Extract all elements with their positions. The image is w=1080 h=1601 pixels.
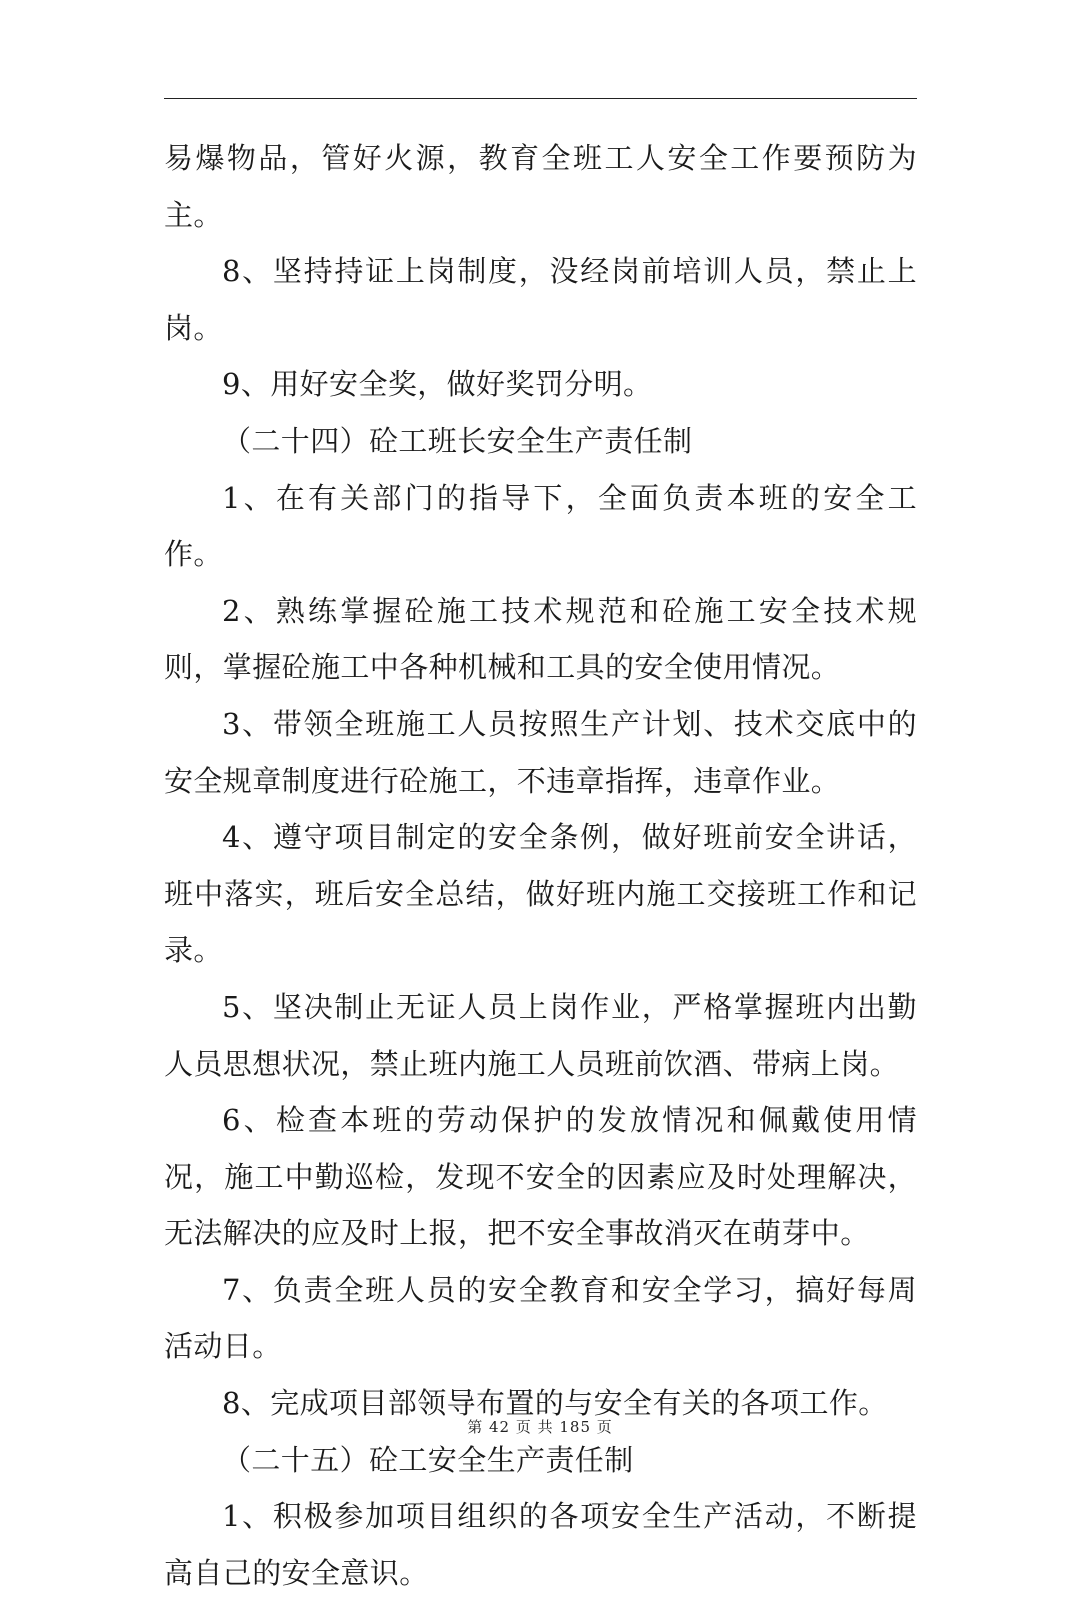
document-body [164,130,917,1601]
page-number-footer: 第 42 页 共 185 页 [467,1418,613,1436]
paragraph-continuation: 易爆物品，管好火源，教育全班工人安全工作要预防为主。 [164,141,917,232]
paragraph-item-2: 2、熟练掌握砼施工技术规范和砼施工安全技术规则，掌握砼施工中各种机械和工具的安全使用情况。 [164,593,917,685]
paragraph-item-1: 1、在有关部门的指导下，全面负责本班的安全工作。 [164,480,917,572]
section-heading-24: （二十四）砼工班长安全生产责任制 [222,423,693,458]
section-heading-25: （二十五）砼工安全生产责任制 [222,1442,634,1477]
paragraph-item-4: 4、遵守项目制定的安全条例，做好班前安全讲话，班中落实，班后安全总结，做好班内施工交接班工作和记录。 [164,820,917,968]
paragraph-item-6: 6、检查本班的劳动保护的发放情况和佩戴使用情况，施工中勤巡检，发现不安全的因素应及时处理解决，无法解决的应及时上报，把不安全事故消灭在萌芽中。 [164,1103,917,1251]
header-rule [164,98,917,99]
paragraph-item-8: 8、坚持持证上岗制度，没经岗前培训人员，禁止上岗。 [164,254,917,345]
paragraph-item-8b: 8、完成项目部领导布置的与安全有关的各项工作。 [222,1386,888,1421]
paragraph-item-5: 5、坚决制止无证人员上岗作业，严格掌握班内出勤人员思想状况，禁止班内施工人员班前饮酒、带病上岗。 [164,989,917,1081]
paragraph-item-7: 7、负责全班人员的安全教育和安全学习，搞好每周活动日。 [164,1272,917,1364]
paragraph-item-9: 9、用好安全奖，做好奖罚分明。 [222,367,653,402]
paragraph-item-1b: 1、积极参加项目组织的各项安全生产活动，不断提高自己的安全意识。 [164,1499,917,1590]
paragraph-item-3: 3、带领全班施工人员按照生产计划、技术交底中的安全规章制度进行砼施工，不违章指挥，违章作业。 [164,706,917,798]
